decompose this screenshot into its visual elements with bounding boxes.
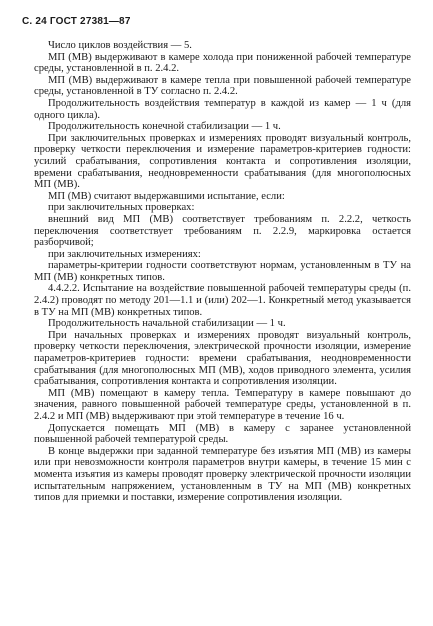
- paragraph: МП (МВ) считают выдержавшими испытание, если:: [48, 190, 285, 202]
- paragraph: при заключительных проверках:: [48, 202, 195, 214]
- paragraph: В конце выдержки при заданной температуре без изъятия МП (МВ) из камеры или при невозможности контроля параметров внутри камеры, в течение 15 мин с момента изъятия из камеры проводят проверку электрической прочности изоляции испытательным напряжением, установленным в ТУ на МП (МВ) конкретных типов для приемки и поставки, измерение сопротивления изоляции.: [34, 445, 411, 504]
- paragraph: при заключительных измерениях:: [48, 248, 201, 260]
- paragraph: Продолжительность воздействия температур в каждой из камер — 1 ч (для одного цикла).: [34, 97, 411, 121]
- paragraph: Допускается помещать МП (МВ) в камеру с заранее установленной повышенной рабочей температурой среды.: [34, 422, 411, 446]
- paragraph: 4.4.2.2. Испытание на воздействие повышенной рабочей температуры среды (п. 2.4.2) проводят по методу 201—1.1 и (или) 202—1. Конкретный метод указывается в ТУ на МП (МВ) конкретных типов.: [34, 283, 411, 318]
- paragraph: внешний вид МП (МВ) соответствует требованиям п. 2.2.2, четкость переключения соответствует требованиям п. 2.2.9, маркировка остается разборчивой;: [34, 213, 411, 249]
- paragraph: При заключительных проверках и измерениях проводят визуальный контроль, проверку четкости переключения и измерение параметров-критериев годности: усилий срабатывания, сопротивления контакта и сопротивления изоляции, времени срабатывания, неодновременности срабатывания (для многополюсных МП (МВ).: [34, 132, 411, 191]
- paragraph: Число циклов воздействия — 5.: [48, 40, 192, 51]
- document-body: [34, 40, 411, 504]
- paragraph: При начальных проверках и измерениях проводят визуальный контроль, проверку четкости переключения, электрической прочности изоляции, измерение параметров-критериев годности: времени срабатывания, неодновременности срабатывания (для многополюсных МП (МВ), ходов приводного элемента, усилия срабатывания, сопротивления контакта и сопротивления изоляции.: [34, 329, 411, 388]
- paragraph: Продолжительность конечной стабилизации — 1 ч.: [48, 121, 281, 133]
- paragraph: МП (МВ) выдерживают в камере холода при пониженной рабочей температуре среды, установленной в п. 2.4.2.: [34, 51, 411, 75]
- paragraph: Продолжительность начальной стабилизации — 1 ч.: [48, 318, 286, 330]
- paragraph: параметры-критерии годности соответствуют нормам, установленным в ТУ на МП (МВ) конкретных типов.: [34, 260, 411, 283]
- page-header: С. 24 ГОСТ 27381—87: [22, 16, 131, 27]
- paragraph: МП (МВ) выдерживают в камере тепла при повышенной рабочей температуре среды, установленной в ТУ согласно п. 2.4.2.: [34, 74, 411, 98]
- paragraph: МП (МВ) помещают в камеру тепла. Температуру в камере повышают до значения, равного повышенной рабочей температуре среды, установленной в п. 2.4.2 и МП (МВ) выдерживают при этой температуре в течение 16 ч.: [34, 387, 411, 422]
